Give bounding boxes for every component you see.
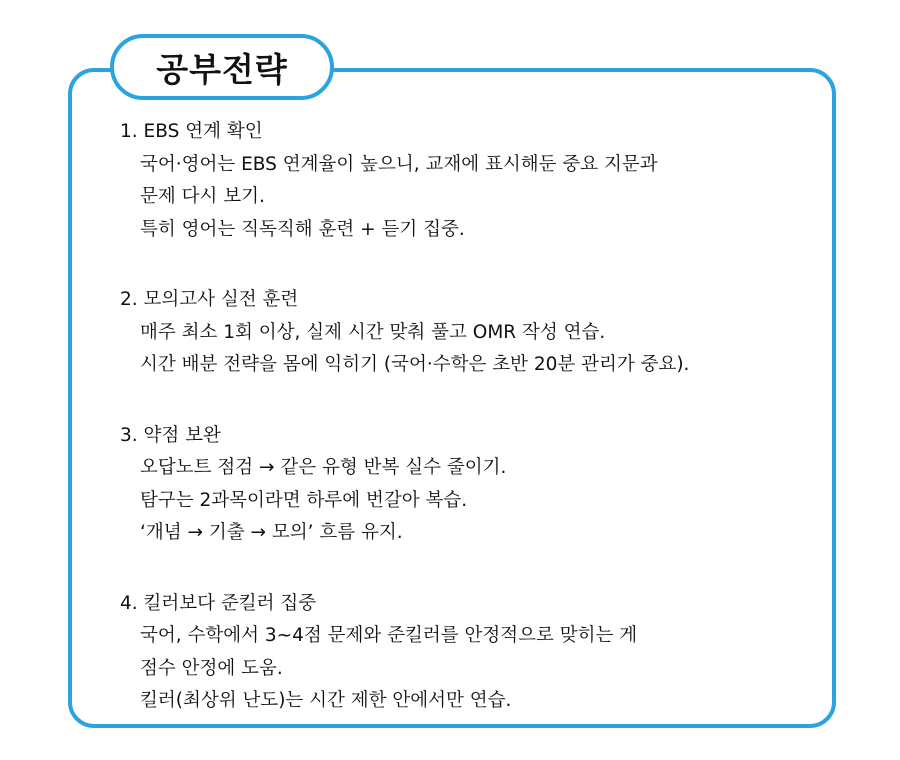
section-weakness bbox=[120, 420, 810, 550]
strategy-content bbox=[120, 116, 810, 756]
section-heading: 4. 킬러보다 준킬러 집중 bbox=[120, 592, 317, 614]
section-ebs bbox=[120, 116, 810, 246]
section-line: 특히 영어는 직독직해 훈련 + 듣기 집중. bbox=[140, 218, 465, 240]
section-line: 시간 배분 전략을 몸에 익히기 (국어·수학은 초반 20분 관리가 중요). bbox=[140, 354, 690, 375]
title-badge bbox=[110, 34, 334, 100]
section-line: 문제 다시 보기. bbox=[140, 186, 265, 207]
section-line: 국어, 수학에서 3~4점 문제와 준킬러를 안정적으로 맞히는 게 bbox=[140, 625, 638, 646]
section-mock-exam bbox=[120, 284, 810, 382]
section-line: 국어·영어는 EBS 연계율이 높으니, 교재에 표시해둔 중요 지문과 bbox=[140, 153, 658, 175]
section-line: 점수 안정에 도움. bbox=[140, 657, 283, 679]
section-heading: 1. EBS 연계 확인 bbox=[120, 121, 263, 142]
section-line: 킬러(최상위 난도)는 시간 제한 안에서만 연습. bbox=[140, 690, 512, 711]
section-line: ‘개념 → 기출 → 모의’ 흐름 유지. bbox=[140, 522, 403, 543]
section-line: 탐구는 2과목이라면 하루에 번갈아 복습. bbox=[140, 489, 468, 511]
page-title: 공부전략 bbox=[156, 49, 288, 89]
section-heading: 3. 약점 보완 bbox=[120, 424, 221, 446]
section-heading: 2. 모의고사 실전 훈련 bbox=[120, 289, 299, 310]
section-line: 매주 최소 1회 이상, 실제 시간 맞춰 풀고 OMR 작성 연습. bbox=[140, 321, 606, 343]
section-semi-killer bbox=[120, 588, 810, 718]
section-line: 오답노트 점검 → 같은 유형 반복 실수 줄이기. bbox=[140, 457, 507, 478]
